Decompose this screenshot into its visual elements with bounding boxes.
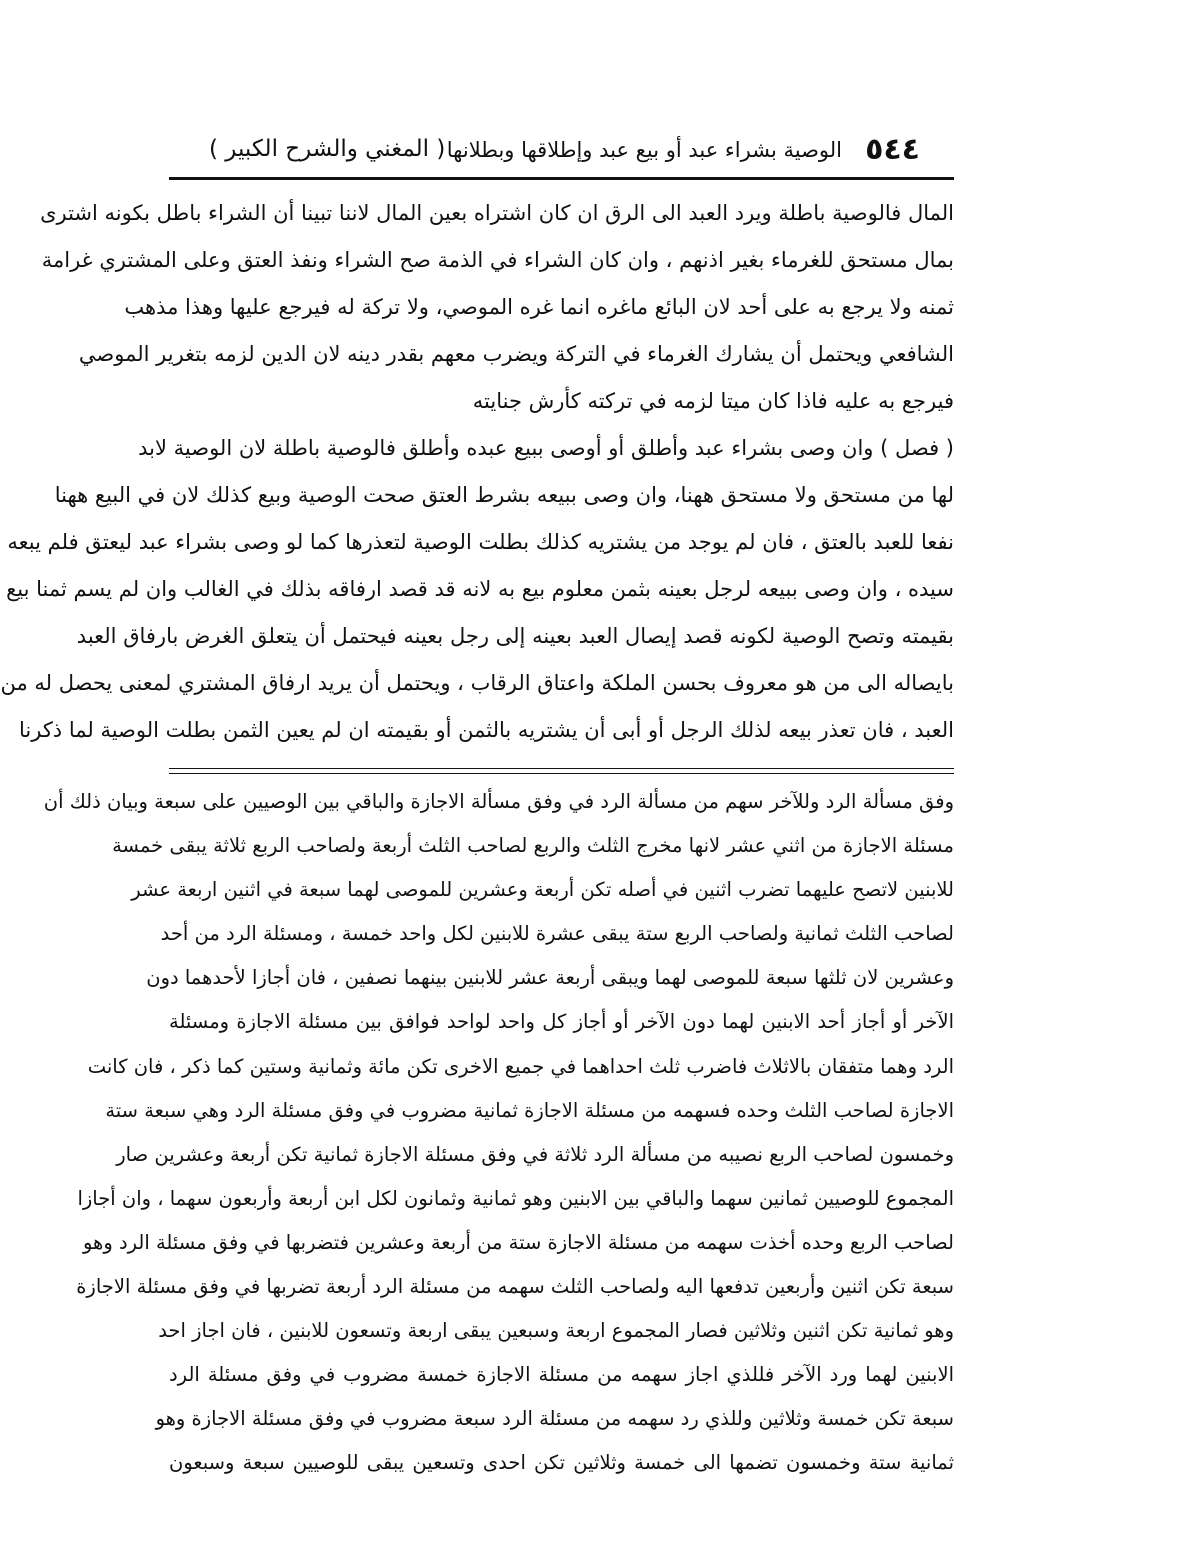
main-line: ثمنه ولا يرجع به على أحد لان البائع ماغره انما غره الموصي، ولا تركة له فيرجع عليها وهذا مذهب xyxy=(124,295,954,319)
page-number: ٥٤٤ xyxy=(865,132,920,167)
footnote-line: الرد وهما متفقان بالاثلاث فاضرب ثلث احداهما في جميع الاخرى تكن مائة وثمانية وستين كما ذكر ، فان كانت xyxy=(87,1054,954,1078)
footnote-line: لصاحب الثلث ثمانية ولصاحب الربع ستة يبقى عشرة للابنين لكل واحد خمسة ، ومسئلة الرد من أحد xyxy=(160,922,954,946)
footnote-line: وهو ثمانية تكن اثنين وثلاثين فصار المجموع اربعة وسبعين يبقى اربعة وتسعون للابنين ، فان اجاز احد xyxy=(158,1319,954,1343)
main-line: لها من مستحق ولا مستحق ههنا، وان وصى ببيعه بشرط العتق صحت الوصية وبيع كذلك لان في البيع ههنا xyxy=(54,483,954,507)
footnote-text xyxy=(43,780,954,1486)
main-line: العبد ، فان تعذر بيعه لذلك الرجل أو أبى أن يشتريه بالثمن أو بقيمته ان لم يعين الثمن بطلت الوصية لما ذكرنا xyxy=(18,718,954,742)
footnote-line: وعشرين لان ثلثها سبعة للموصى لهما ويبقى أربعة عشر للابنين بينهما نصفين ، فان أجازا لأحدهما دون xyxy=(146,966,954,990)
footnote-line: الآخر أو أجاز أحد الابنين لهما دون الآخر أو أجاز كل واحد لواحد فوافق بين مسئلة الاجازة ومسئلة xyxy=(169,1010,954,1034)
main-line: ( فصل ) وان وصى بشراء عبد وأطلق أو أوصى ببيع عبده وأطلق فالوصية باطلة لان الوصية لابد xyxy=(138,436,954,460)
book-title: ( المغني والشرح الكبير ) xyxy=(209,136,446,162)
footnote-line: ثمانية ستة وخمسون تضمها الى خمسة وثلاثين تكن احدى وتسعين يبقى للوصيين سبعة وسبعون xyxy=(169,1451,954,1475)
footnote-line: لصاحب الربع وحده أخذت سهمه من مسئلة الاجازة ستة من أربعة وعشرين فتضربها في وفق مسئلة الرد وهو xyxy=(82,1230,954,1254)
main-line: الشافعي ويحتمل أن يشارك الغرماء في التركة ويضرب معهم بقدر دينه لان الدين لزمه بتغرير الموصي xyxy=(78,342,954,366)
main-line: نفعا للعبد بالعتق ، فان لم يوجد من يشتريه كذلك بطلت الوصية لتعذرها كما لو وصى بشراء عبد ليعتق فلم يبعه xyxy=(7,530,954,554)
section-title: الوصية بشراء عبد أو بيع عبد وإطلاقها وبطلانها xyxy=(446,138,842,162)
footnote-separator xyxy=(169,768,954,774)
footnote-line: للابنين لاتصح عليهما تضرب اثنين في أصله تكن أربعة وعشرين للموصى لهما سبعة في اثنين اربعة عشر xyxy=(131,878,954,902)
page-header xyxy=(169,128,954,172)
header-rule xyxy=(169,177,954,180)
footnote-line: سبعة تكن اثنين وأربعين تدفعها اليه ولصاحب الثلث سهمه من مسئلة الرد أربعة تضربها في وفق مسئلة الاجازة xyxy=(76,1275,954,1299)
footnote-line: وفق مسألة الرد وللآخر سهم من مسألة الرد في وفق مسألة الاجازة والباقي بين الوصيين على سبعة وبيان ذلك أن xyxy=(43,790,954,813)
main-text xyxy=(0,190,954,754)
footnote-line: الابنين لهما ورد الآخر فللذي اجاز سهمه من مسئلة الاجازة خمسة مضروب في وفق مسئلة الرد xyxy=(169,1363,954,1387)
footnote-line: المجموع للوصيين ثمانين سهما والباقي بين الابنين وهو ثمانية وثمانون لكل ابن أربعة وأربعون سهما ، وان أجازا xyxy=(77,1186,954,1210)
footnote-line: مسئلة الاجازة من اثني عشر لانها مخرج الثلث والربع لصاحب الثلث أربعة ولصاحب الربع ثلاثة يبقى خمسة xyxy=(112,834,954,858)
main-line: بمال مستحق للغرماء بغير اذنهم ، وان كان الشراء في الذمة صح الشراء ونفذ العتق وعلى المشتري غرامة xyxy=(41,248,954,272)
main-line: سيده ، وان وصى ببيعه لرجل بعينه بثمن معلوم بيع به لانه قد قصد ارفاقه بذلك في الغالب وان لم يسم ثمنا بيع xyxy=(6,577,954,601)
main-line: فيرجع به عليه فاذا كان ميتا لزمه في تركته كأرش جنايته xyxy=(472,389,954,413)
main-line: المال فالوصية باطلة ويرد العبد الى الرق ان كان اشتراه بعين المال لاننا تبينا أن الشراء باطل بكونه اشترى xyxy=(40,201,954,225)
footnote-line: الاجازة لصاحب الثلث وحده فسهمه من مسئلة الاجازة ثمانية مضروب في وفق مسئلة الرد وهي سبعة ستة xyxy=(105,1098,954,1122)
main-line: بقيمته وتصح الوصية لكونه قصد إيصال العبد بعينه إلى رجل بعينه فيحتمل أن يتعلق الغرض بارفاق العبد xyxy=(76,624,954,648)
main-line: بايصاله الى من هو معروف بحسن الملكة واعتاق الرقاب ، ويحتمل أن يريد ارفاق المشتري لمعنى يحصل له من xyxy=(0,671,954,695)
footnote-line: وخمسون لصاحب الربع نصيبه من مسألة الرد ثلاثة في وفق مسئلة الاجازة ثمانية تكن أربعة وعشرين صار xyxy=(116,1142,954,1166)
footnote-line: سبعة تكن خمسة وثلاثين وللذي رد سهمه من مسئلة الرد سبعة مضروب في وفق مسئلة الاجازة وهو xyxy=(155,1407,954,1431)
